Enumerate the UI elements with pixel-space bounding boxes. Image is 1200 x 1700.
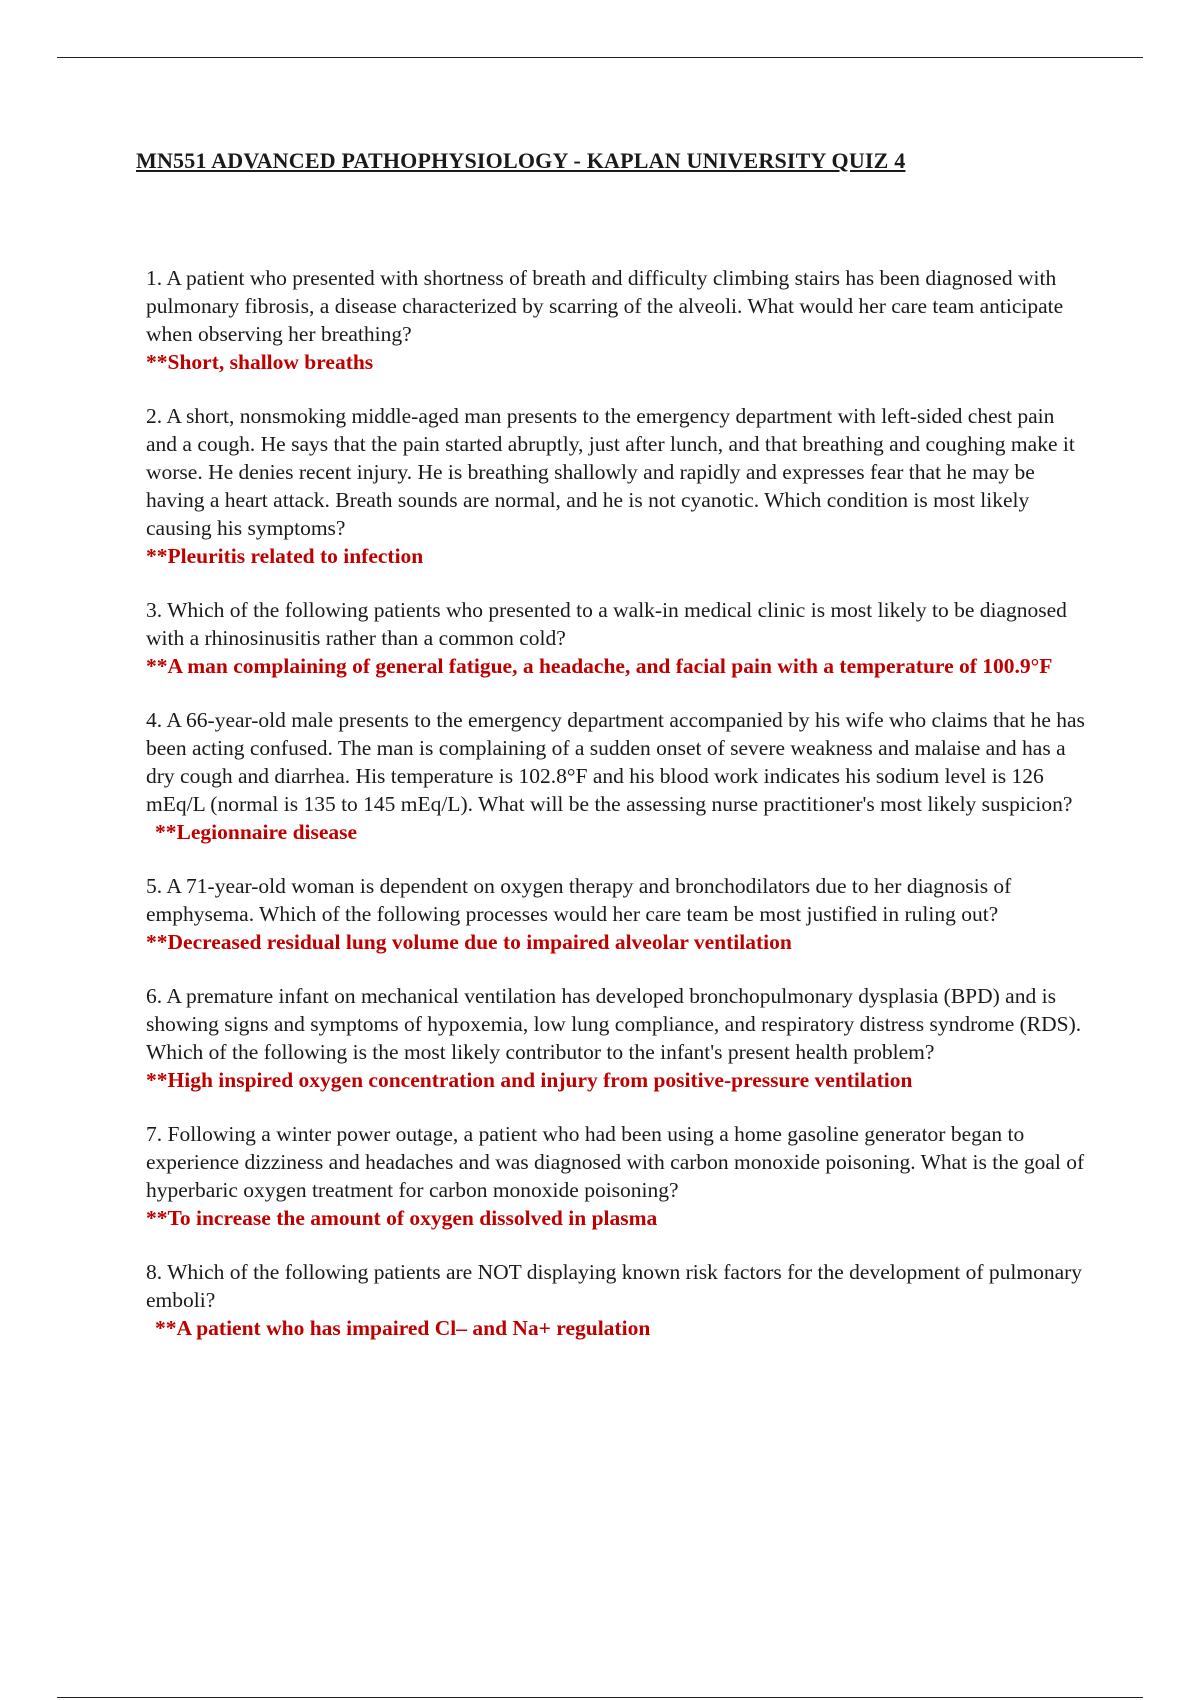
question-list xyxy=(146,264,1086,1368)
question-text: 1. A patient who presented with shortness of breath and difficulty climbing stairs has been diagnosed with pulmonary fibrosis, a disease characterized by scarring of the alveoli. What would her care team anticipate when observing her breathing? xyxy=(146,266,1064,346)
answer-text: **A man complaining of general fatigue, a headache, and facial pain with a temperature of 100.9°F xyxy=(146,654,1053,678)
question-text: 3. Which of the following patients who presented to a walk-in medical clinic is most likely to be diagnosed with a rhinosinusitis rather than a common cold? xyxy=(146,598,1067,650)
page-title: MN551 ADVANCED PATHOPHYSIOLOGY - KAPLAN UNIVERSITY QUIZ 4 xyxy=(136,148,906,173)
question-6 xyxy=(146,982,1086,1094)
question-7 xyxy=(146,1120,1086,1232)
question-text: 6. A premature infant on mechanical ventilation has developed bronchopulmonary dysplasia (BPD) and is showing signs and symptoms of hypoxemia, low lung compliance, and respiratory distress syndrome (RDS). Which of the following is the most likely contributor to the infant's present health problem? xyxy=(146,984,1082,1064)
answer-text: **A patient who has impaired Cl– and Na+ regulation xyxy=(155,1316,651,1340)
question-text: 4. A 66-year-old male presents to the emergency department accompanied by his wife who claims that he has been acting confused. The man is complaining of a sudden onset of severe weakness and malaise and has a dry cough and diarrhea. His temperature is 102.8°F and his blood work indicates his sodium level is 126 mEq/L (normal is 135 to 145 mEq/L). What will be the assessing nurse practitioner's most likely suspicion? xyxy=(146,708,1085,816)
answer-text: **To increase the amount of oxygen dissolved in plasma xyxy=(146,1206,658,1230)
answer-text: **Decreased residual lung volume due to impaired alveolar ventilation xyxy=(146,930,792,954)
question-2 xyxy=(146,402,1086,570)
question-4 xyxy=(146,706,1086,846)
answer-text: **Pleuritis related to infection xyxy=(146,544,424,568)
answer-text: **High inspired oxygen concentration and injury from positive-pressure ventilation xyxy=(146,1068,913,1092)
question-8 xyxy=(146,1258,1086,1342)
bottom-rule xyxy=(57,1697,1143,1698)
answer-text: **Short, shallow breaths xyxy=(146,350,374,374)
question-text: 2. A short, nonsmoking middle-aged man presents to the emergency department with left-sided chest pain and a cough. He says that the pain started abruptly, just after lunch, and that breathing and coughing make it worse. He denies recent injury. He is breathing shallowly and rapidly and expresses fear that he may be having a heart attack. Breath sounds are normal, and he is not cyanotic. Which condition is most likely causing his symptoms? xyxy=(146,404,1075,540)
question-5 xyxy=(146,872,1086,956)
answer-text: **Legionnaire disease xyxy=(155,820,358,844)
question-1 xyxy=(146,264,1086,376)
question-text: 8. Which of the following patients are NOT displaying known risk factors for the development of pulmonary emboli? xyxy=(146,1260,1083,1312)
question-3 xyxy=(146,596,1086,680)
top-rule xyxy=(57,57,1143,58)
question-text: 5. A 71-year-old woman is dependent on oxygen therapy and bronchodilators due to her diagnosis of emphysema. Which of the following processes would her care team be most justified in ruling out? xyxy=(146,874,1012,926)
question-text: 7. Following a winter power outage, a patient who had been using a home gasoline generator began to experience dizziness and headaches and was diagnosed with carbon monoxide poisoning. What is the goal of hyperbaric oxygen treatment for carbon monoxide poisoning? xyxy=(146,1122,1085,1202)
